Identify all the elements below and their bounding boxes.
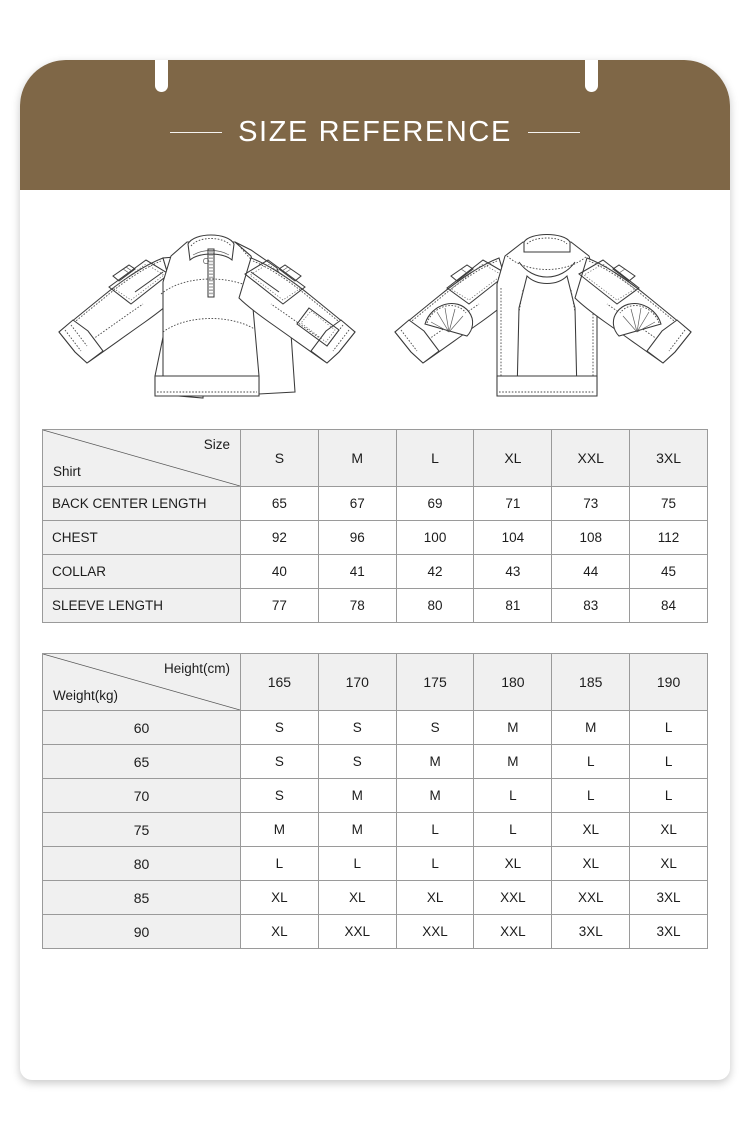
table-row xyxy=(43,745,708,779)
cell: M xyxy=(241,813,319,847)
col-header-180: 180 xyxy=(474,654,552,711)
row-label: 85 xyxy=(43,881,241,915)
col-header-l: L xyxy=(396,430,474,487)
height-weight-fit-table xyxy=(42,653,708,949)
cell: M xyxy=(474,745,552,779)
cell: S xyxy=(396,711,474,745)
col-header-175: 175 xyxy=(396,654,474,711)
title-rule-right-icon xyxy=(528,132,580,133)
cell: 104 xyxy=(474,521,552,555)
row-label: 90 xyxy=(43,915,241,949)
cell: 65 xyxy=(241,487,319,521)
cell: 71 xyxy=(474,487,552,521)
shirt-measurement-table xyxy=(42,429,708,623)
col-header-190: 190 xyxy=(630,654,708,711)
cell: 43 xyxy=(474,555,552,589)
shirt-illustration-group xyxy=(20,190,730,425)
cell: L xyxy=(474,813,552,847)
header-title-group xyxy=(20,116,730,149)
table-row xyxy=(43,521,708,555)
cell: L xyxy=(552,745,630,779)
col-header-185: 185 xyxy=(552,654,630,711)
hanger-notch-right-icon xyxy=(585,60,598,92)
fit-table-corner-cell xyxy=(43,654,241,711)
cell: L xyxy=(318,847,396,881)
cell: XL xyxy=(241,915,319,949)
cell: 67 xyxy=(318,487,396,521)
cell: 81 xyxy=(474,589,552,623)
cell: 69 xyxy=(396,487,474,521)
cell: XL xyxy=(630,813,708,847)
table-row xyxy=(43,487,708,521)
col-header-170: 170 xyxy=(318,654,396,711)
row-label: 70 xyxy=(43,779,241,813)
cell: S xyxy=(318,745,396,779)
cell: M xyxy=(318,813,396,847)
cell: 3XL xyxy=(552,915,630,949)
cell: M xyxy=(318,779,396,813)
cell: 84 xyxy=(630,589,708,623)
cell: 75 xyxy=(630,487,708,521)
row-label: 65 xyxy=(43,745,241,779)
cell: L xyxy=(630,745,708,779)
cell: 78 xyxy=(318,589,396,623)
cell: XXL xyxy=(552,881,630,915)
cell: S xyxy=(241,745,319,779)
title-rule-left-icon xyxy=(170,132,222,133)
shirt-front-view-icon xyxy=(51,212,363,412)
shirt-back-view-icon xyxy=(387,212,699,412)
cell: L xyxy=(474,779,552,813)
col-header-3xl: 3XL xyxy=(630,430,708,487)
fit-corner-bottom-label: Weight(kg) xyxy=(53,688,119,703)
cell: 80 xyxy=(396,589,474,623)
table-row xyxy=(43,711,708,745)
table-row xyxy=(43,555,708,589)
shirt-table-corner-cell xyxy=(43,430,241,487)
cell: 83 xyxy=(552,589,630,623)
card-header xyxy=(20,60,730,190)
cell: L xyxy=(552,779,630,813)
cell: L xyxy=(241,847,319,881)
table-row xyxy=(43,779,708,813)
cell: L xyxy=(630,711,708,745)
cell: XL xyxy=(318,881,396,915)
row-label: 80 xyxy=(43,847,241,881)
table-row xyxy=(43,915,708,949)
cell: 3XL xyxy=(630,881,708,915)
shirt-corner-top-label: Size xyxy=(203,437,230,452)
cell: 112 xyxy=(630,521,708,555)
cell: 40 xyxy=(241,555,319,589)
col-header-s: S xyxy=(241,430,319,487)
table-header-row xyxy=(43,654,708,711)
cell: S xyxy=(241,711,319,745)
size-tables xyxy=(20,429,730,949)
cell: XXL xyxy=(318,915,396,949)
cell: XL xyxy=(241,881,319,915)
row-label: 75 xyxy=(43,813,241,847)
cell: M xyxy=(396,745,474,779)
table-header-row xyxy=(43,430,708,487)
cell: XL xyxy=(552,813,630,847)
fit-corner-top-label: Height(cm) xyxy=(163,661,230,676)
shirt-corner-bottom-label: Shirt xyxy=(53,464,81,479)
col-header-xl: XL xyxy=(474,430,552,487)
cell: 100 xyxy=(396,521,474,555)
cell: M xyxy=(474,711,552,745)
cell: 44 xyxy=(552,555,630,589)
cell: XL xyxy=(630,847,708,881)
cell: 96 xyxy=(318,521,396,555)
col-header-xxl: XXL xyxy=(552,430,630,487)
table-row xyxy=(43,589,708,623)
cell: XL xyxy=(396,881,474,915)
row-label: BACK CENTER LENGTH xyxy=(43,487,241,521)
col-header-165: 165 xyxy=(241,654,319,711)
cell: S xyxy=(241,779,319,813)
col-header-m: M xyxy=(318,430,396,487)
cell: M xyxy=(396,779,474,813)
cell: 3XL xyxy=(630,915,708,949)
cell: L xyxy=(396,813,474,847)
cell: 77 xyxy=(241,589,319,623)
cell: XL xyxy=(552,847,630,881)
cell: 42 xyxy=(396,555,474,589)
cell: 92 xyxy=(241,521,319,555)
table-row xyxy=(43,847,708,881)
cell: XXL xyxy=(474,915,552,949)
cell: 73 xyxy=(552,487,630,521)
cell: L xyxy=(396,847,474,881)
cell: L xyxy=(630,779,708,813)
row-label: CHEST xyxy=(43,521,241,555)
hanger-notch-left-icon xyxy=(155,60,168,92)
cell: XL xyxy=(474,847,552,881)
table-row xyxy=(43,881,708,915)
size-reference-card xyxy=(20,60,730,1080)
cell: XXL xyxy=(396,915,474,949)
cell: 41 xyxy=(318,555,396,589)
cell: 108 xyxy=(552,521,630,555)
cell: 45 xyxy=(630,555,708,589)
table-row xyxy=(43,813,708,847)
row-label: SLEEVE LENGTH xyxy=(43,589,241,623)
cell: S xyxy=(318,711,396,745)
page-title: SIZE REFERENCE xyxy=(238,116,512,148)
cell: XXL xyxy=(474,881,552,915)
row-label: 60 xyxy=(43,711,241,745)
row-label: COLLAR xyxy=(43,555,241,589)
cell: M xyxy=(552,711,630,745)
